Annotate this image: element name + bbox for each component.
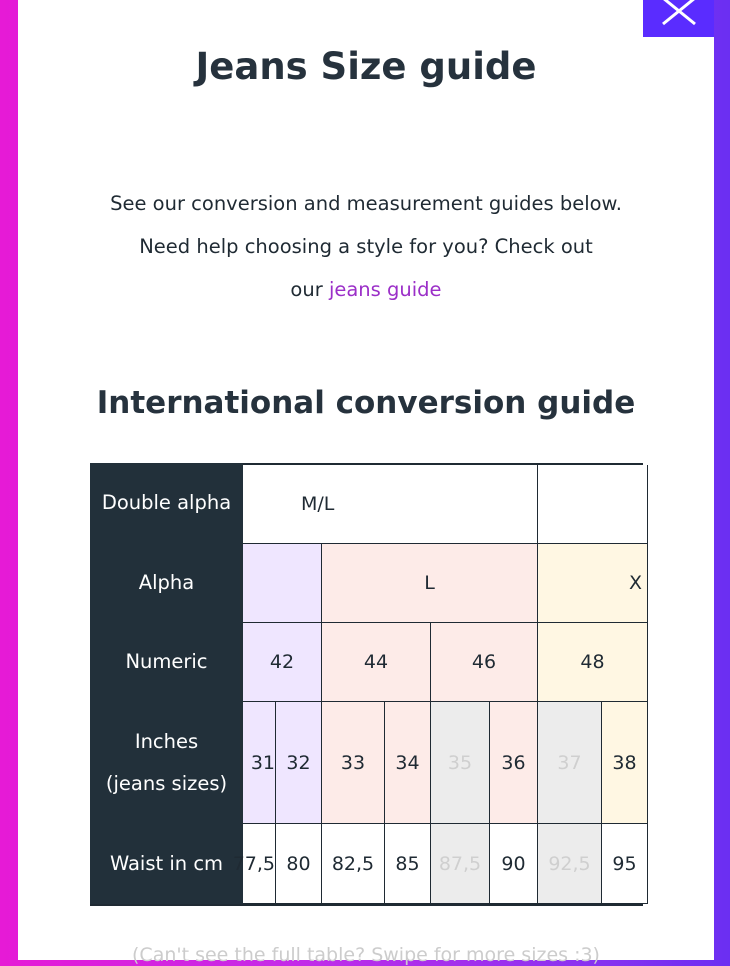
row-header-double-alpha: Double alpha bbox=[90, 463, 243, 544]
intro-text bbox=[18, 182, 714, 311]
intro-line-1: See our conversion and measurement guides below. bbox=[110, 192, 622, 215]
table-cell-waist: 85 bbox=[385, 824, 431, 904]
table-cell-numeric: 48 bbox=[538, 623, 648, 702]
table-cell-waist bbox=[232, 824, 276, 904]
table-cell-inches: 33 bbox=[322, 702, 385, 824]
table-cell-alpha-m bbox=[243, 544, 322, 623]
table-cell-alpha-xl: X bbox=[538, 544, 648, 623]
table-cell-inches: 34 bbox=[385, 702, 431, 824]
section-title: International conversion guide bbox=[96, 385, 636, 421]
close-button[interactable] bbox=[643, 0, 714, 37]
table-cell-waist: 92,5 bbox=[538, 824, 602, 904]
row-header-inches: Inches (jeans sizes) bbox=[90, 702, 243, 824]
size-guide-modal bbox=[18, 0, 714, 966]
page-title: Jeans Size guide bbox=[195, 45, 537, 88]
table-bottom-border bbox=[90, 904, 643, 906]
table-cell-numeric: 44 bbox=[322, 623, 431, 702]
intro-line-3-prefix: our bbox=[290, 278, 323, 301]
row-header-alpha: Alpha bbox=[90, 544, 243, 623]
row-header-numeric: Numeric bbox=[90, 623, 243, 702]
conversion-table[interactable] bbox=[90, 463, 643, 906]
table-cell-alpha-l: L bbox=[322, 544, 538, 623]
table-cell-numeric: 46 bbox=[431, 623, 538, 702]
table-cell-double-alpha-next bbox=[538, 465, 648, 544]
table-cell-waist: 95 bbox=[602, 824, 648, 904]
table-cell-waist: 80 bbox=[276, 824, 322, 904]
table-cell-inches-text: 31 bbox=[250, 751, 275, 774]
intro-line-3 bbox=[18, 268, 714, 311]
table-cell-waist: 82,5 bbox=[322, 824, 385, 904]
row-header-waist: Waist in cm bbox=[90, 824, 243, 904]
table-cell-inches: 38 bbox=[602, 702, 648, 824]
intro-line-2: Need help choosing a style for you? Check out bbox=[139, 235, 593, 258]
table-cell-waist: 87,5 bbox=[431, 824, 490, 904]
close-icon bbox=[659, 4, 699, 34]
jeans-guide-link[interactable]: jeans guide bbox=[328, 278, 442, 301]
table-cell-waist-text: 77,5 bbox=[232, 852, 275, 875]
table-cell-numeric: 42 bbox=[243, 623, 322, 702]
table-cell-inches: 32 bbox=[276, 702, 322, 824]
table-cell-inches: 35 bbox=[431, 702, 490, 824]
table-cell-double-alpha: M/L bbox=[243, 465, 538, 544]
swipe-hint: (Can't see the full table? Swipe for more sizes :3) bbox=[132, 944, 600, 966]
table-cell-inches bbox=[243, 702, 276, 824]
table-cell-waist: 90 bbox=[490, 824, 538, 904]
table-cell-inches: 37 bbox=[538, 702, 602, 824]
table-cell-inches: 36 bbox=[490, 702, 538, 824]
